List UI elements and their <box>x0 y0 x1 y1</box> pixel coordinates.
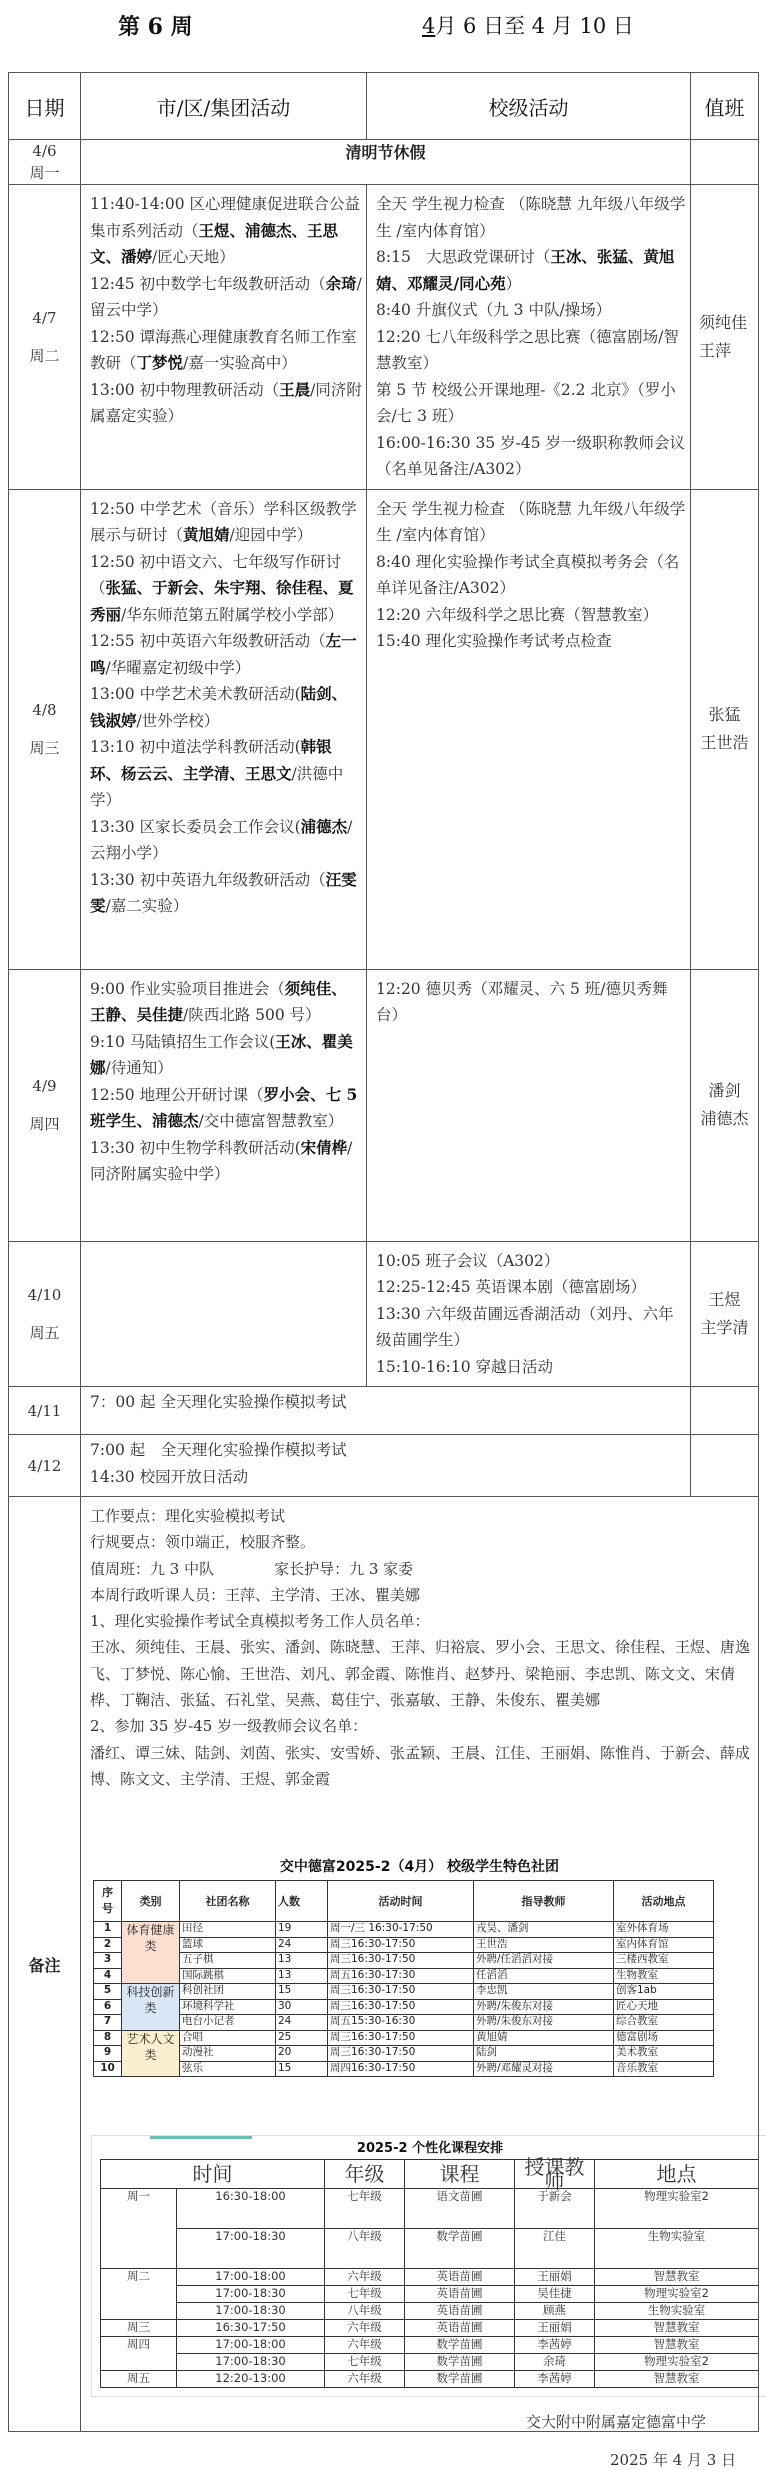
course-place: 智慧教室 <box>595 2320 759 2337</box>
school-activities-text: 全天 学生视力检查 （陈晓慧 九年级八年级学生 /室内体育馆） 8:40 理化实验操作考试全真模拟考务会（名单详见备注/A302） 12:20 六年级科学之思比赛（智慧教室） 15:40 理化实验操作考试考点检查 <box>376 499 686 650</box>
course-time: 17:00-18:30 <box>177 2229 325 2269</box>
course-day: 周一 <box>101 2189 177 2269</box>
course-teacher: 李茜婷 <box>515 2371 595 2388</box>
course-place: 物理实验室2 <box>595 2354 759 2371</box>
duty-info <box>90 1556 752 1582</box>
club-no: 6 <box>94 1999 122 2015</box>
courses-header: 地点 <box>595 2160 759 2189</box>
club-count: 24 <box>276 1937 328 1953</box>
table-row <box>9 140 759 185</box>
table-row <box>94 2030 714 2046</box>
range-rest: 月 6 日至 4 月 10 日 <box>435 14 634 38</box>
course-grade: 六年级 <box>325 2371 405 2388</box>
club-count: 13 <box>276 1968 328 1984</box>
club-teacher: 王世浩 <box>474 1937 614 1953</box>
club-place: 美术教室 <box>614 2046 714 2062</box>
club-name: 国际跳棋 <box>180 1968 276 1984</box>
clubs-header: 活动时间 <box>328 1881 474 1922</box>
club-place: 室内体育馆 <box>614 1937 714 1953</box>
course-day: 周三 <box>101 2320 177 2337</box>
weekday: 周四 <box>29 1115 60 1133</box>
course-time: 12:20-13:00 <box>177 2371 325 2388</box>
courses-header-row <box>101 2160 759 2189</box>
club-time: 周五16:30-17:30 <box>328 1968 474 1984</box>
club-count: 30 <box>276 1999 328 2015</box>
course-name: 语文苗圃 <box>405 2189 515 2229</box>
course-grade: 八年级 <box>325 2229 405 2269</box>
clubs-header: 活动地点 <box>614 1881 714 1922</box>
course-day: 周二 <box>101 2269 177 2320</box>
course-name: 英语苗圃 <box>405 2286 515 2303</box>
city-activities-cell <box>81 489 367 969</box>
meeting-list: 潘红、谭三妹、陆剑、刘茵、张实、安雪娇、张孟颖、王晨、江佳、王丽娟、陈惟肖、于新会、薛成博、陈文文、主学清、王煜、郭金霞 <box>90 1743 751 1788</box>
meeting-list-title: 2、参加 35 岁-45 岁一级教师会议名单： <box>90 1717 368 1736</box>
merged-activities-cell <box>81 1435 691 1497</box>
parent-guard: 家长护导：九 3 家委 <box>274 1559 414 1578</box>
course-teacher: 于新会 <box>515 2189 595 2229</box>
course-day: 周四 <box>101 2337 177 2371</box>
table-row <box>9 1435 759 1497</box>
course-teacher: 王丽娟 <box>515 2269 595 2286</box>
duty-cell <box>691 1241 759 1387</box>
club-no: 7 <box>94 2015 122 2031</box>
club-place: 创客1ab <box>614 1984 714 2000</box>
date-cell <box>9 489 81 969</box>
city-activities-text: 9:00 作业实验项目推进会（须纯佳、王静、吴佳捷/陕西北路 500 号） 9:10 马陆镇招生工作会议(王冰、瞿美娜/待通知） 12:50 地理公开研讨课（罗小会、七 5 班学生、浦德杰/交中德富智慧教室） 13:30 初中生物学科教研活动(宋倩桦/同济附属实验中学） <box>90 978 358 1183</box>
club-no: 10 <box>94 2061 122 2077</box>
table-row <box>94 1968 714 1984</box>
club-count: 20 <box>276 2046 328 2062</box>
club-name: 动漫社 <box>180 2046 276 2062</box>
work-focus: 工作要点：理化实验模拟考试 <box>90 1507 286 1525</box>
club-name: 环境科学社 <box>180 1999 276 2015</box>
table-row <box>101 2189 759 2229</box>
club-no: 4 <box>94 1968 122 1984</box>
club-category: 艺术人文类 <box>122 2030 180 2077</box>
conduct-focus: 行规要点：领巾端正，校服齐整。 <box>90 1533 316 1552</box>
course-grade: 七年级 <box>325 2189 405 2229</box>
duty-cell <box>691 489 759 969</box>
notes-cell <box>81 1497 759 2432</box>
range-start-month: 4 <box>422 14 436 38</box>
clubs-title: 交中德富2025-2（4月） 校级学生特色社团 <box>279 1859 560 1876</box>
course-grade: 七年级 <box>325 2286 405 2303</box>
date: 4/12 <box>27 1456 62 1475</box>
club-name: 五子棋 <box>180 1953 276 1969</box>
city-activities-cell <box>81 969 367 1241</box>
header-date: 日期 <box>9 73 81 140</box>
club-place: 室外体育场 <box>614 1922 714 1938</box>
weekday: 周三 <box>29 739 60 757</box>
course-name: 英语苗圃 <box>405 2320 515 2337</box>
club-count: 15 <box>276 1984 328 2000</box>
course-teacher: 江佳 <box>515 2229 595 2269</box>
date: 4/9 <box>32 1077 57 1095</box>
city-activities-text: 12:50 中学艺术（音乐）学科区级教学展示与研讨（黄旭婧/迎园中学） 12:50 初中语文六、七年级写作研讨（张猛、于新会、朱宇翔、徐佳程、夏秀丽/华东师范第五附属学校小学部） 12:55 初中英语六年级教研活动（左一鸣/华曜嘉定初级中学） 13:00 中学艺术美术教研活动(陆剑、钱淑婷/世外学校） 13:10 初中道法学科教研活动(韩银环、杨云云、主学清、王思文/洪德中学） 13:30 区家长委员会工作会议(浦德杰/云翔小学） 13:30 初中英语九年级教研活动（汪雯雯/嘉二实验） <box>90 499 357 915</box>
date-cell <box>9 140 81 185</box>
course-place: 生物实验室 <box>595 2303 759 2320</box>
course-grade: 六年级 <box>325 2337 405 2354</box>
school-activities-cell <box>367 185 691 490</box>
city-activities-cell <box>81 1241 367 1387</box>
notes-label: 备注 <box>9 1497 81 2432</box>
course-time: 17:00-18:30 <box>177 2286 325 2303</box>
city-activities-cell <box>81 185 367 490</box>
club-teacher: 黄旭婧 <box>474 2030 614 2046</box>
course-teacher: 李茜婷 <box>515 2337 595 2354</box>
club-time: 周三16:30-17:50 <box>328 1937 474 1953</box>
duty-person: 张猛 <box>708 705 741 724</box>
club-count: 13 <box>276 1953 328 1969</box>
table-header-row <box>9 73 759 140</box>
club-no: 8 <box>94 2030 122 2046</box>
clubs-header-row <box>94 1881 714 1922</box>
course-name: 英语苗圃 <box>405 2303 515 2320</box>
header-school-activities: 校级活动 <box>367 73 691 140</box>
school-activities-cell <box>367 969 691 1241</box>
club-category: 科技创新类 <box>122 1984 180 2031</box>
club-place: 综合教室 <box>614 2015 714 2031</box>
club-teacher: 陆剑 <box>474 2046 614 2062</box>
weekday: 周一 <box>29 164 60 182</box>
date-cell <box>9 185 81 490</box>
exam-staff-list: 王冰、须纯佳、王晨、张实、潘剑、陈晓慧、王萍、归裕宸、罗小会、王思文、徐佳程、王煜、唐逸飞、丁梦悦、陈心愉、王世浩、刘凡、郭金霞、陈惟肖、赵梦丹、梁艳丽、李忠凯、陈文文、宋倩桦、丁鞠洁、张猛、石礼堂、吴燕、葛佳宁、张嘉敏、王静、朱俊东、瞿美娜 <box>90 1638 751 1710</box>
club-time: 周五15:30-16:30 <box>328 2015 474 2031</box>
table-row <box>101 2320 759 2337</box>
duty-cell <box>691 1435 759 1497</box>
courses-header: 时间 <box>101 2160 325 2189</box>
footer-school-name: 交大附中附属嘉定德富中学 <box>526 2413 707 2431</box>
club-time: 周四16:30-17:50 <box>328 2061 474 2077</box>
table-row <box>101 2354 759 2371</box>
club-place: 匠心天地 <box>614 1999 714 2015</box>
duty-person: 王世浩 <box>700 733 749 752</box>
course-place: 智慧教室 <box>595 2371 759 2388</box>
club-count: 25 <box>276 2030 328 2046</box>
table-row <box>94 2046 714 2062</box>
course-time: 17:00-18:30 <box>177 2303 325 2320</box>
course-teacher: 顾燕 <box>515 2303 595 2320</box>
clubs-header: 人数 <box>276 1881 328 1922</box>
course-time: 16:30-17:50 <box>177 2320 325 2337</box>
school-activities-text: 10:05 班子会议（A302） 12:25-12:45 英语课本剧（德富剧场） 13:30 六年级苗圃远香湖活动（刘丹、六年级苗圃学生） 15:10-16:10 穿越日活动 <box>376 1251 674 1376</box>
course-grade: 七年级 <box>325 2354 405 2371</box>
table-row <box>94 1937 714 1953</box>
club-time: 周三16:30-17:50 <box>328 2046 474 2062</box>
club-teacher: 任滔滔 <box>474 1968 614 1984</box>
course-teacher: 余琦 <box>515 2354 595 2371</box>
city-activities-text <box>81 1242 366 1254</box>
table-row <box>101 2269 759 2286</box>
date-cell <box>9 969 81 1241</box>
duty-cell <box>691 140 759 185</box>
club-place: 德富剧场 <box>614 2030 714 2046</box>
table-row <box>94 1953 714 1969</box>
merged-activity: 7:00 起 全天理化实验操作模拟考试 <box>90 1441 347 1459</box>
course-grade: 八年级 <box>325 2303 405 2320</box>
club-count: 19 <box>276 1922 328 1938</box>
date-cell <box>9 1241 81 1387</box>
courses-section <box>91 2135 766 2397</box>
table-row <box>9 969 759 1241</box>
city-activities-text: 11:40-14:00 区心理健康促进联合公益集市系列活动（王煜、浦德杰、王思文、潘婷/匠心天地） 12:45 初中数学七年级教研活动（余琦/留云中学） 12:50 谭海燕心理健康教育名师工作室教研（丁梦悦/嘉一实验高中） 13:00 初中物理教研活动（王晨/同济附属嘉定实验） <box>90 195 362 425</box>
club-place: 音乐教室 <box>614 2061 714 2077</box>
club-teacher: 李忠凯 <box>474 1984 614 2000</box>
merged-activities-cell <box>81 1387 691 1435</box>
club-time: 周三16:30-17:50 <box>328 1999 474 2015</box>
merged-activities <box>81 1435 690 1496</box>
club-name: 合唱 <box>180 2030 276 2046</box>
observers: 本周行政听课人员：王萍、主学清、王冰、瞿美娜 <box>90 1585 421 1604</box>
table-row <box>101 2286 759 2303</box>
duty-cell <box>691 185 759 490</box>
course-place: 智慧教室 <box>595 2269 759 2286</box>
club-name: 电台小记者 <box>180 2015 276 2031</box>
club-name: 田径 <box>180 1922 276 1938</box>
header-duty: 值班 <box>691 73 759 140</box>
duty-person: 王煜 <box>708 1289 741 1309</box>
course-grade: 六年级 <box>325 2269 405 2286</box>
table-row <box>94 1999 714 2015</box>
duty-person: 潘剑 <box>708 1081 741 1100</box>
clubs-header: 指导教师 <box>474 1881 614 1922</box>
club-teacher: 外聘/朱俊东对接 <box>474 2015 614 2031</box>
duty-cell <box>691 1387 759 1435</box>
course-teacher: 吴佳捷 <box>515 2286 595 2303</box>
table-row <box>101 2303 759 2320</box>
club-category: 体育健康类 <box>122 1922 180 1984</box>
clubs-header: 社团名称 <box>180 1881 276 1922</box>
course-place: 物理实验室2 <box>595 2189 759 2229</box>
school-activities-cell <box>367 1241 691 1387</box>
club-place: 生物教室 <box>614 1968 714 1984</box>
club-no: 1 <box>94 1922 122 1938</box>
courses-header: 年级 <box>325 2160 405 2189</box>
footer-date: 2025 年 4 月 3 日 <box>610 2451 737 2469</box>
club-name: 弦乐 <box>180 2061 276 2077</box>
course-name: 数学苗圃 <box>405 2371 515 2388</box>
courses-header: 课程 <box>405 2160 515 2189</box>
date: 4/6 <box>32 142 57 160</box>
club-name: 科创社团 <box>180 1984 276 2000</box>
clubs-header: 序号 <box>94 1881 122 1922</box>
weekly-schedule-table <box>8 72 759 2432</box>
week-title: 第 6 周 <box>118 14 193 40</box>
clubs-header: 类别 <box>122 1881 180 1922</box>
course-teacher: 王丽娟 <box>515 2320 595 2337</box>
school-activities-cell <box>367 489 691 969</box>
table-row <box>9 1387 759 1435</box>
course-day: 周五 <box>101 2371 177 2388</box>
date: 4/8 <box>32 701 57 719</box>
club-no: 5 <box>94 1984 122 2000</box>
duty-person: 主学清 <box>700 1317 749 1337</box>
weekday: 周二 <box>29 346 60 365</box>
notes-row <box>9 1497 759 2432</box>
header-city-activities: 市/区/集团活动 <box>81 73 367 140</box>
course-place: 智慧教室 <box>595 2337 759 2354</box>
course-name: 数学苗圃 <box>405 2354 515 2371</box>
school-activities-text: 12:20 德贝秀（邓耀灵、六 5 班/德贝秀舞台） <box>376 979 668 1024</box>
club-time: 周三16:30-17:50 <box>328 1953 474 1969</box>
club-teacher: 戎昊、潘剑 <box>474 1922 614 1938</box>
courses-title: 2025-2 个性化课程安排 <box>356 2141 504 2157</box>
courses-table <box>100 2155 759 2388</box>
course-name: 数学苗圃 <box>405 2337 515 2354</box>
club-name: 篮球 <box>180 1937 276 1953</box>
table-row <box>101 2371 759 2388</box>
holiday-cell: 清明节休假 <box>81 140 691 185</box>
table-row <box>94 1984 714 2000</box>
duty-person: 浦德杰 <box>700 1109 749 1128</box>
club-no: 9 <box>94 2046 122 2062</box>
club-time: 周三16:30-17:50 <box>328 2030 474 2046</box>
weekday: 周五 <box>29 1323 60 1342</box>
table-row <box>9 185 759 490</box>
club-count: 24 <box>276 2015 328 2031</box>
club-teacher: 外聘/朱俊东对接 <box>474 1999 614 2015</box>
school-activities-text: 全天 学生视力检查 （陈晓慧 九年级八年级学生 /室内体育馆） 8:15 大思政党课研讨（王冰、张猛、黄旭婧、邓耀灵/同心苑） 8:40 升旗仪式（九 3 中队/操场） 12:20 七八年级科学之思比赛（德富剧场/智慧教室） 第 5 节 校级公开课地理-《2.2 北京》（罗小会/七 3 班） 16:00-16:30 35 岁-45 岁一级职称教师会议（名单见备注/A302） <box>376 195 686 478</box>
clubs-table <box>93 1880 714 2077</box>
club-no: 2 <box>94 1937 122 1953</box>
club-time: 周一/三 16:30-17:50 <box>328 1922 474 1938</box>
club-count: 15 <box>276 2061 328 2077</box>
course-time: 17:00-18:30 <box>177 2354 325 2371</box>
club-time: 周三16:30-17:50 <box>328 1984 474 2000</box>
notes-content <box>81 1497 758 1802</box>
club-teacher: 外聘/邓耀灵对接 <box>474 2061 614 2077</box>
table-row <box>94 2015 714 2031</box>
exam-staff-title: 1、理化实验操作考试全真模拟考务工作人员名单： <box>90 1612 430 1631</box>
date-cell <box>9 1435 81 1497</box>
course-time: 16:30-18:00 <box>177 2189 325 2229</box>
courses-header: 授课教师 <box>515 2160 595 2189</box>
table-row <box>101 2229 759 2269</box>
table-row <box>9 489 759 969</box>
table-row <box>94 1922 714 1938</box>
duty-person: 须纯佳 <box>699 312 748 332</box>
course-name: 数学苗圃 <box>405 2229 515 2269</box>
merged-activity: 7：00 起 全天理化实验操作模拟考试 <box>90 1393 347 1411</box>
date-cell <box>9 1387 81 1435</box>
club-teacher: 外聘/任滔滔对接 <box>474 1953 614 1969</box>
course-grade: 六年级 <box>325 2320 405 2337</box>
table-row <box>94 2061 714 2077</box>
merged-activity: 14:30 校园开放日活动 <box>90 1467 249 1486</box>
course-name: 英语苗圃 <box>405 2269 515 2286</box>
course-time: 17:00-18:00 <box>177 2269 325 2286</box>
course-place: 生物实验室 <box>595 2229 759 2269</box>
duty-class: 值周班：九 3 中队 <box>90 1559 215 1578</box>
duty-person: 王萍 <box>699 340 732 360</box>
date: 4/10 <box>27 1285 62 1304</box>
club-place: 三楼西教室 <box>614 1953 714 1969</box>
date: 4/11 <box>27 1401 62 1420</box>
duty-cell <box>691 969 759 1241</box>
course-place: 物理实验室2 <box>595 2286 759 2303</box>
course-time: 17:00-18:00 <box>177 2337 325 2354</box>
table-row <box>9 1241 759 1387</box>
table-row <box>101 2337 759 2354</box>
club-no: 3 <box>94 1953 122 1969</box>
date: 4/7 <box>32 308 57 327</box>
week-date-range <box>422 10 634 40</box>
